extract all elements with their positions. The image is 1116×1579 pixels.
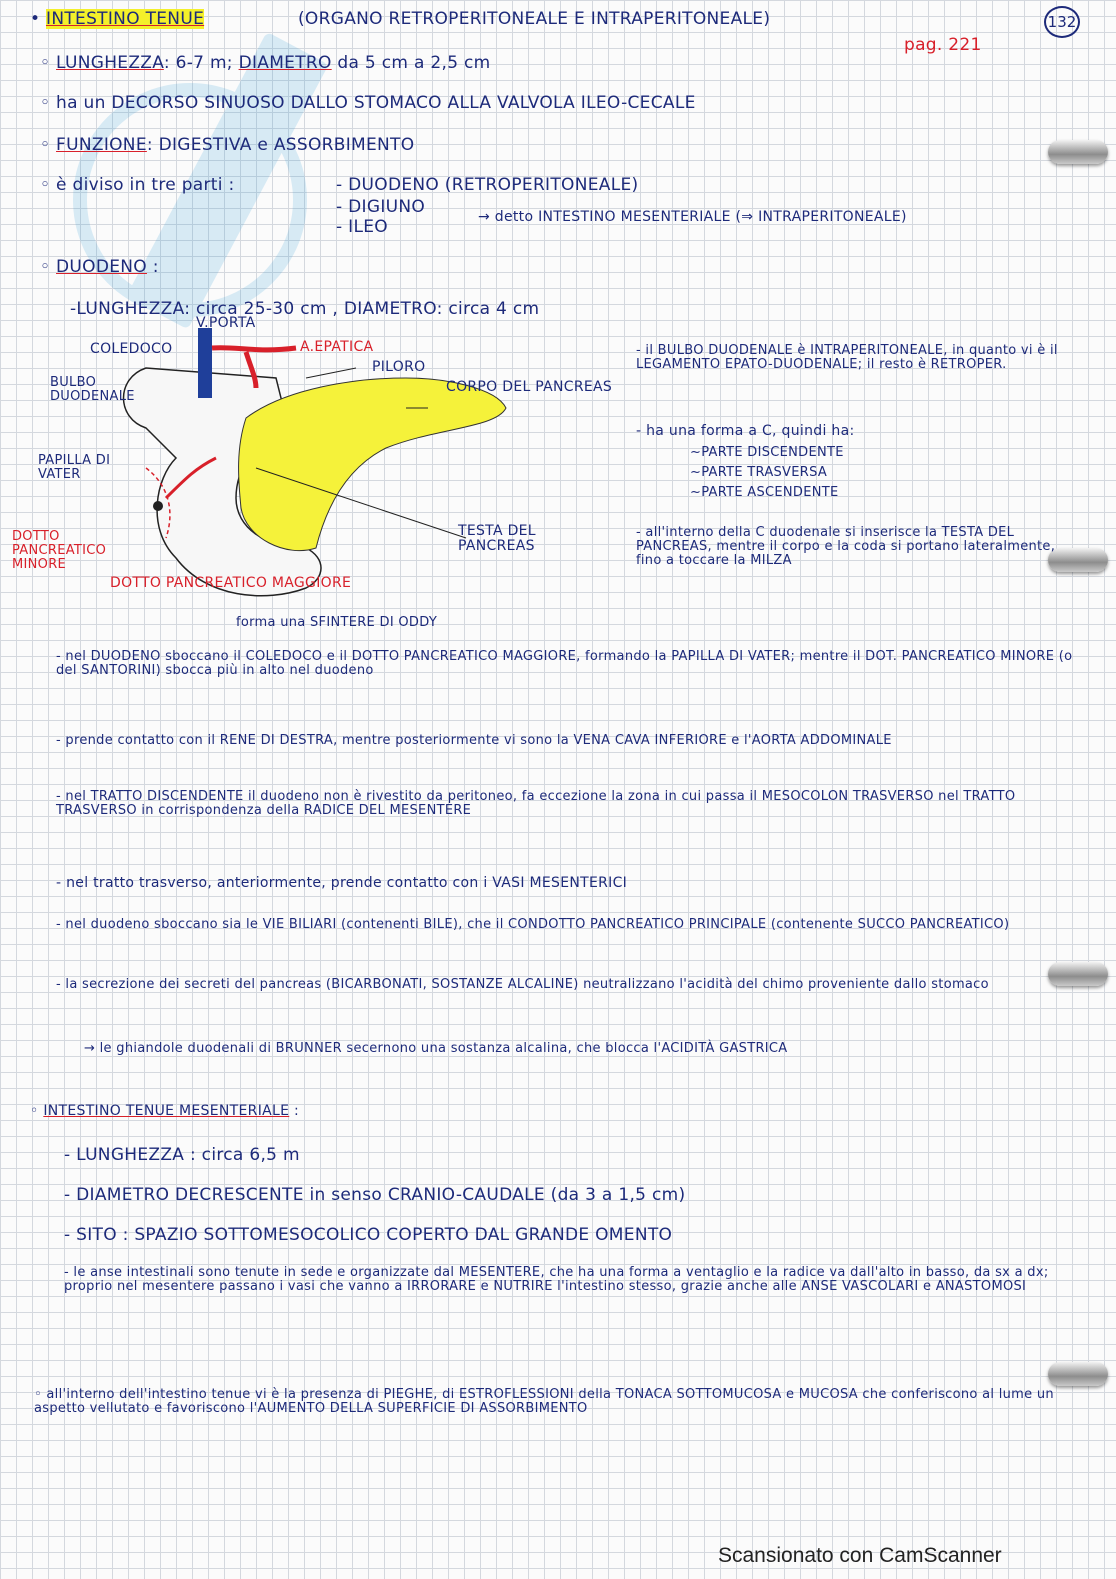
duodeno-note: - nel TRATTO DISCENDENTE il duodeno non è rivestito da peritoneo, fa eccezione la zona in cui passa il MESOCOLON TRASVERSO nel TRATTO TRASVERSO in corrispondenza della RADICE DEL MESENTERE [56,789,1016,818]
label-v-porta: V.PORTA [196,315,256,331]
intro-decorso: ◦ ha un DECORSO SINUOSO DALLO STOMACO ALLA VALVOLA ILEO-CECALE [40,93,696,113]
intro-funzione: ◦ FUNZIONE: DIGESTIVA e ASSORBIMENTO [40,135,415,155]
side-note: - il BULBO DUODENALE è INTRAPERITONEALE, in quanto vi è il LEGAMENTO EPATO-DUODENALE; il resto è RETROPER. [636,343,1058,372]
binder-ring [1048,548,1108,572]
side-note: - all'interno della C duodenale si inserisce la TESTA DEL PANCREAS, mentre il corpo e la coda si portano lateralmente, fino a toccare la MILZA [636,525,1056,568]
duodeno-note: - nel duodeno sboccano sia le VIE BILIARI (contenenti BILE), che il CONDOTTO PANCREATICO PRINCIPALE (contenente SUCCO PANCREATICO) [56,917,1010,932]
page-title: • INTESTINO TENUE [30,9,205,29]
intro-part: - ILEO [336,217,388,237]
intro-diviso: ◦ è diviso in tre parti : [40,175,235,195]
binder-ring [1048,1362,1108,1386]
label-piloro: PILORO [372,359,426,375]
duodeno-dims: -LUNGHEZZA: circa 25-30 cm , DIAMETRO: circa 4 cm [70,299,540,319]
side-note-part: ~PARTE DISCENDENTE [690,445,844,460]
side-note-part: ~PARTE TRASVERSA [690,465,828,480]
side-note: - ha una forma a C, quindi ha: [636,423,855,439]
duodeno-note: - la secrezione dei secreti del pancreas (BICARBONATI, SOSTANZE ALCALINE) neutralizzano l'acidità del chimo proveniente dallo stomaco [56,977,989,992]
pointer-line [306,368,356,378]
label-coledoco: COLEDOCO [90,341,173,357]
side-note-part: ~PARTE ASCENDENTE [690,485,839,500]
label-dotto-maggiore: DOTTO PANCREATICO MAGGIORE [110,575,352,591]
label-papilla: PAPILLA DI VATER [38,453,111,482]
page-number: 132 [1044,6,1080,38]
mesenteriale-line: - DIAMETRO DECRESCENTE in senso CRANIO-CAUDALE (da 3 a 1,5 cm) [64,1185,686,1205]
mesenteriale-line: - LUNGHEZZA : circa 6,5 m [64,1145,300,1165]
binder-ring [1048,140,1108,164]
intro-mesenteriale: → detto INTESTINO MESENTERIALE (⇒ INTRAPERITONEALE) [478,209,907,225]
label-corpo: CORPO DEL PANCREAS [446,379,613,395]
duodeno-note-brunner: → le ghiandole duodenali di BRUNNER secernono una sostanza alcalina, che blocca l'ACIDITÀ GASTRICA [84,1041,788,1056]
portal-vein [198,328,212,398]
label-a-epatica: A.EPATICA [300,339,374,355]
mesenteriale-line: - SITO : SPAZIO SOTTOMESOCOLICO COPERTO DAL GRANDE OMENTO [64,1225,673,1245]
page-reference: pag. 221 [904,35,982,55]
mesenteriale-closing: ◦ all'interno dell'intestino tenue vi è la presenza di PIEGHE, di ESTROFLESSIONI della TONACA SOTTOMUCOSA e MUCOSA che conferiscono al lume un aspetto vellutato e favoriscono l'AUMENTO DELLA SUPERFICIE DI ASSORBIMENTO [34,1387,1054,1416]
label-sfintere: forma una SFINTERE DI ODDY [236,615,438,630]
label-bulbo: BULBO DUODENALE [50,375,135,404]
intro-part: - DIGIUNO [336,197,426,217]
mesenteriale-line: - le anse intestinali sono tenute in sede e organizzate dal MESENTERE, che ha una forma a ventaglio e la radice va dall'alto in basso, da sx a dx; proprio nel mesentere passano i vasi che vanno a IRRORARE e NUTRIRE l'intestino stesso, grazie anche alle ANSE VASCOLARI e ANASTOMOSI [64,1265,1049,1294]
duodeno-note: - nel tratto trasverso, anteriormente, prende contatto con i VASI MESENTERICI [56,875,628,891]
intro-lunghezza: ◦ LUNGHEZZA: 6-7 m; DIAMETRO da 5 cm a 2,5 cm [40,53,491,73]
title-subtitle: (ORGANO RETROPERITONEALE E INTRAPERITONEALE) [298,9,771,29]
section-heading-mesenteriale: ◦ INTESTINO TENUE MESENTERIALE : [30,1103,300,1119]
duodeno-note: - prende contatto con il RENE DI DESTRA, mentre posteriormente vi sono la VENA CAVA INFERIORE e l'AORTA ADDOMINALE [56,733,892,748]
label-testa: TESTA DEL PANCREAS [458,523,536,554]
scanner-footer: Scansionato con CamScanner [718,1544,1002,1567]
duodeno-note: - nel DUODENO sboccano il COLEDOCO e il DOTTO PANCREATICO MAGGIORE, formando la PAPILLA DI VATER; mentre il DOT. PANCREATICO MINORE (o del SANTORINI) sbocca più in alto nel duodeno [56,649,1073,678]
label-dotto-minore: DOTTO PANCREATICO MINORE [12,529,107,572]
intro-part: - DUODENO (RETROPERITONEALE) [336,175,639,195]
section-heading-duodeno: ◦ DUODENO : [40,257,159,277]
papilla-mark [153,501,163,511]
